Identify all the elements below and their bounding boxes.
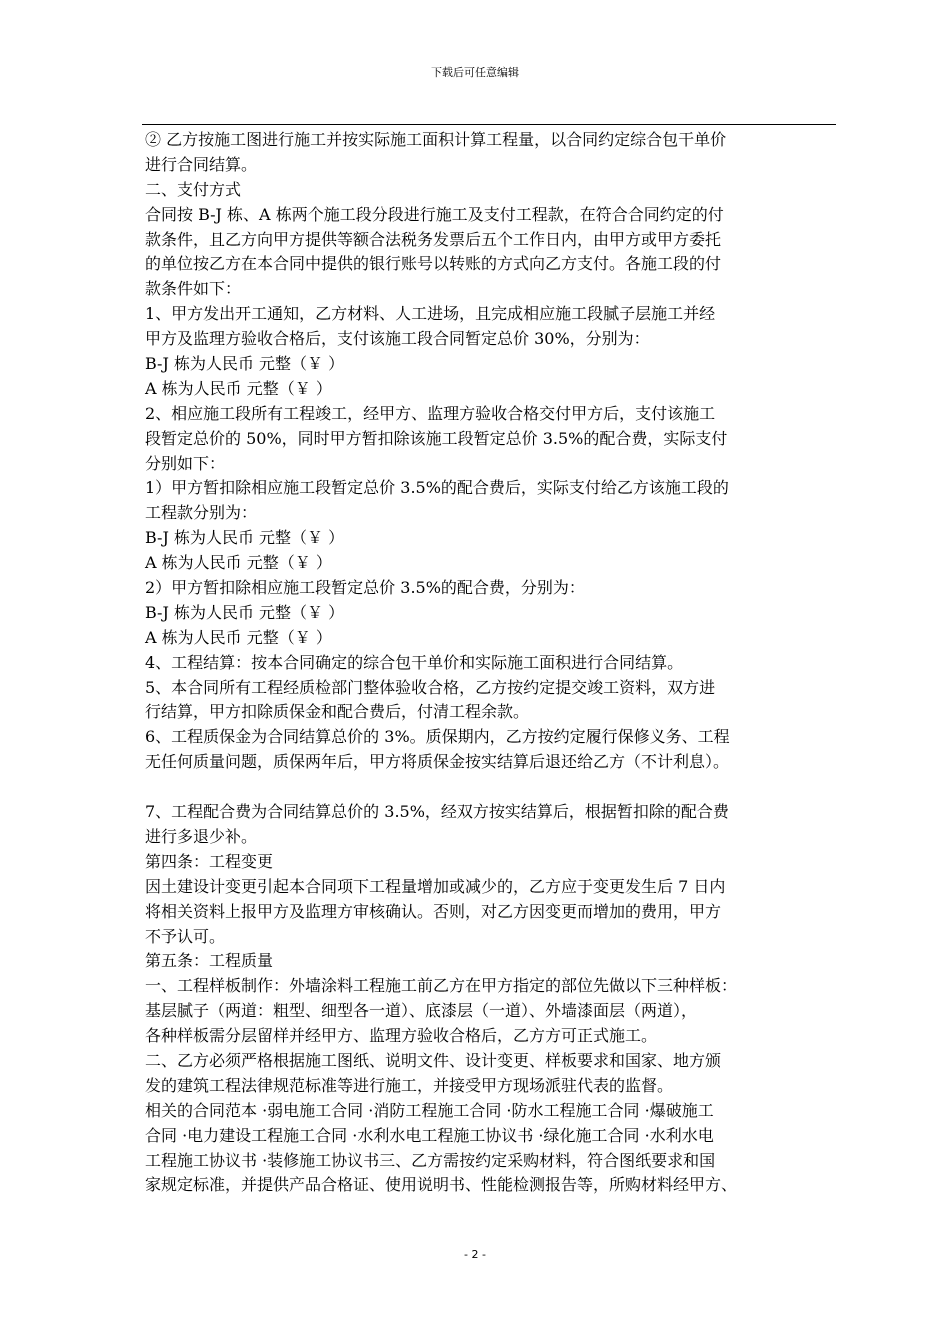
text-line: 段暂定总价的 50%，同时甲方暂扣除该施工段暂定总价 3.5%的配合费，实际支付 bbox=[145, 428, 728, 448]
text-line: A 栋为人民币 元整（￥ ） bbox=[145, 378, 332, 398]
section-heading: 二、支付方式 bbox=[145, 179, 242, 199]
text-line: 款条件，且乙方向甲方提供等额合法税务发票后五个工作日内，由甲方或甲方委托 bbox=[145, 229, 722, 249]
text-line: 进行多退少补。 bbox=[145, 826, 258, 846]
text-line: 相关的合同范本 ·弱电施工合同 ·消防工程施工合同 ·防水工程施工合同 ·爆破施工 bbox=[145, 1100, 714, 1120]
text-line: 6、工程质保金为合同结算总价的 3%。质保期内，乙方按约定履行保修义务、工程 bbox=[145, 727, 730, 747]
text-line: 工程款分别为： bbox=[145, 503, 258, 523]
text-line: A 栋为人民币 元整（￥ ） bbox=[145, 553, 332, 573]
text-line: 2）甲方暂扣除相应施工段暂定总价 3.5%的配合费，分别为： bbox=[145, 578, 585, 598]
text-line: 进行合同结算。 bbox=[145, 154, 258, 174]
text-line: A 栋为人民币 元整（￥ ） bbox=[145, 627, 332, 647]
text-line: B-J 栋为人民币 元整（￥ ） bbox=[145, 528, 345, 548]
text-line: 合同 ·电力建设工程施工合同 ·水利水电工程施工协议书 ·绿化施工合同 ·水利水电 bbox=[145, 1125, 714, 1145]
text-line: B-J 栋为人民币 元整（￥ ） bbox=[145, 354, 345, 374]
document-body bbox=[145, 128, 845, 1198]
text-line: 无任何质量问题，质保两年后，甲方将质保金按实结算后退还给乙方（不计利息）。 bbox=[145, 752, 730, 772]
text-line: 款条件如下： bbox=[145, 279, 242, 299]
text-line: 的单位按乙方在本合同中提供的银行账号以转账的方式向乙方支付。各施工段的付 bbox=[145, 254, 722, 274]
section-heading: 第四条：工程变更 bbox=[145, 851, 274, 871]
header-divider bbox=[142, 124, 836, 125]
text-line: 将相关资料上报甲方及监理方审核确认。否则，对乙方因变更而增加的费用，甲方 bbox=[145, 901, 722, 921]
text-line: ② 乙方按施工图进行施工并按实际施工面积计算工程量，以合同约定综合包干单价 bbox=[145, 130, 727, 149]
text-line: 2、相应施工段所有工程竣工，经甲方、监理方验收合格交付甲方后，支付该施工 bbox=[145, 403, 716, 423]
section-heading: 第五条：工程质量 bbox=[145, 951, 274, 971]
text-line: 不予认可。 bbox=[145, 926, 226, 946]
text-line: 二、乙方必须严格根据施工图纸、说明文件、设计变更、样板要求和国家、地方颁 bbox=[145, 1050, 722, 1070]
text-line: 7、工程配合费为合同结算总价的 3.5%，经双方按实结算后，根据暂扣除的配合费 bbox=[145, 802, 729, 822]
text-line: 行结算，甲方扣除质保金和配合费后，付清工程余款。 bbox=[145, 702, 530, 722]
text-line: 一、工程样板制作：外墙涂料工程施工前乙方在甲方指定的部位先做以下三种样板： bbox=[145, 976, 738, 996]
text-line: 因土建设计变更引起本合同项下工程量增加或减少的，乙方应于变更发生后 7 日内 bbox=[145, 876, 726, 896]
text-line: B-J 栋为人民币 元整（￥ ） bbox=[145, 602, 345, 622]
text-line: 1、甲方发出开工通知，乙方材料、人工进场，且完成相应施工段腻子层施工并经 bbox=[145, 304, 716, 324]
text-line: 发的建筑工程法律规范标准等进行施工，并接受甲方现场派驻代表的监督。 bbox=[145, 1075, 674, 1095]
text-line: 5、本合同所有工程经质检部门整体验收合格，乙方按约定提交竣工资料，双方进 bbox=[145, 677, 716, 697]
text-line: 分别如下： bbox=[145, 453, 226, 473]
page-number: - 2 - bbox=[464, 1248, 486, 1261]
text-line: 4、工程结算：按本合同确定的综合包干单价和实际施工面积进行合同结算。 bbox=[145, 652, 684, 672]
text-line: 工程施工协议书 ·装修施工协议书三、乙方需按约定采购材料，符合图纸要求和国 bbox=[145, 1150, 716, 1170]
page-header: 下载后可任意编辑 bbox=[431, 66, 519, 79]
text-line: 1）甲方暂扣除相应施工段暂定总价 3.5%的配合费后，实际支付给乙方该施工段的 bbox=[145, 478, 729, 498]
text-line: 合同按 B-J 栋、A 栋两个施工段分段进行施工及支付工程款，在符合合同约定的付 bbox=[145, 204, 724, 224]
text-line: 基层腻子（两道：粗型、细型各一道）、底漆层（一道）、外墙漆面层（两道）， bbox=[145, 1001, 698, 1021]
text-line: 各种样板需分层留样并经甲方、监理方验收合格后，乙方方可正式施工。 bbox=[145, 1026, 658, 1046]
text-line: 家规定标准，并提供产品合格证、使用说明书、性能检测报告等，所购材料经甲方、 bbox=[145, 1175, 738, 1195]
blank-line bbox=[145, 775, 845, 800]
text-line: 甲方及监理方验收合格后，支付该施工段合同暂定总价 30%，分别为： bbox=[145, 329, 650, 349]
